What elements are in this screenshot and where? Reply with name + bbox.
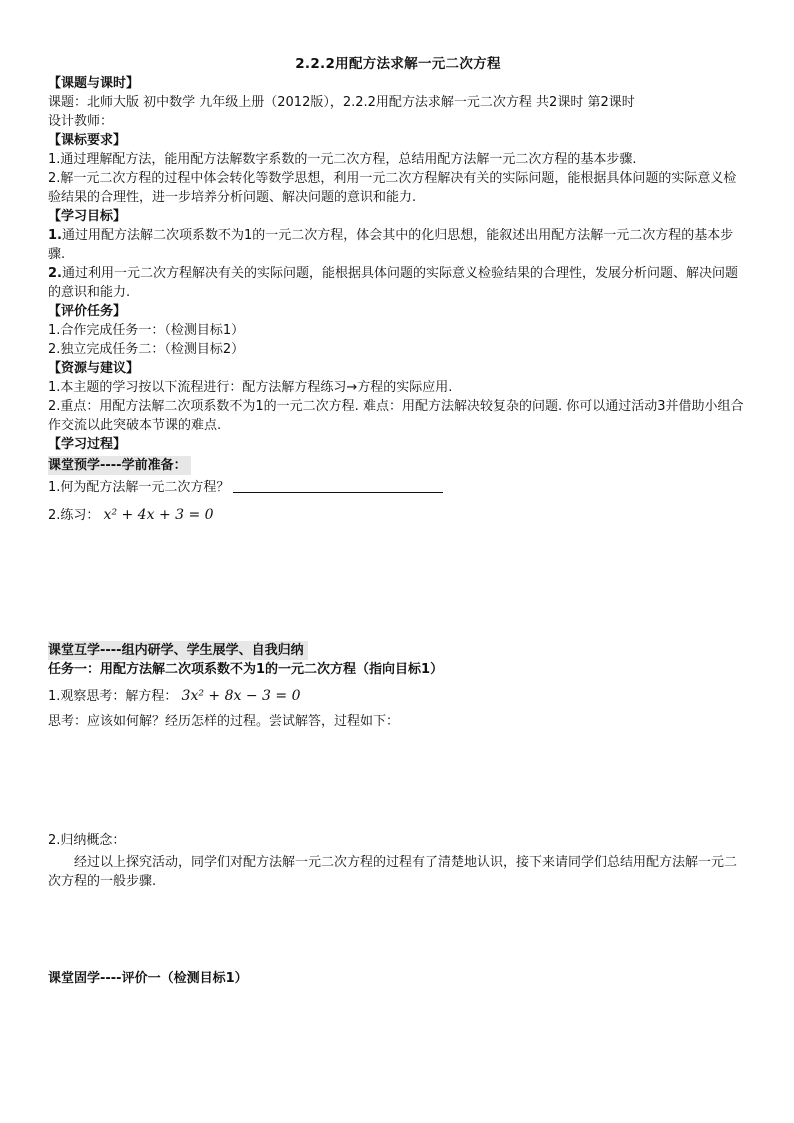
practice-equation: x² + 4x + 3 = 0 (103, 507, 214, 523)
summary-label: 2.归纳概念： (48, 833, 126, 848)
interact-heading-text: 课堂互学----组内研学、学生展学、自我归纳 (48, 641, 308, 660)
answer-space-task (48, 731, 748, 831)
observe-label: 1.观察思考：解方程： (48, 689, 178, 704)
goal-item-1-text: 通过用配方法解二次项系数不为1的一元二次方程，体会其中的化归思想，能叙述出用配方法解一元二次方程的基本步骤. (48, 228, 734, 262)
standard-item-1: 1.通过理解配方法，能用配方法解数字系数的一元二次方程，总结用配方法解一元二次方程的基本步骤. (48, 152, 637, 167)
answer-space-practice (48, 525, 748, 641)
page-title: 2.2.2用配方法求解一元二次方程 (295, 56, 501, 72)
teacher-line: 设计教师： (48, 114, 114, 129)
observe-equation: 3x² + 8x − 3 = 0 (181, 688, 301, 704)
question-2-label: 2.练习： (48, 508, 100, 523)
goal-item-2 (48, 264, 748, 302)
preview-heading-text: 课堂预学----学前准备： (48, 456, 191, 475)
resource-item-2: 2.重点：用配方法解二次项系数不为1的一元二次方程. 难点：用配方法解决较复杂的问题. 你可以通过活动3并借助小组合作交流以此突破本节课的难点. (48, 399, 744, 433)
evaluation-item-2: 2.独立完成任务二：（检测目标2） (48, 342, 245, 357)
answer-blank[interactable] (233, 478, 443, 493)
evaluation-item-1: 1.合作完成任务一：（检测目标1） (48, 323, 245, 338)
section-heading-goals: 【学习目标】 (48, 209, 127, 224)
task-1-heading: 任务一：用配方法解二次项系数不为1的一元二次方程（指向目标1） (48, 662, 444, 677)
goal-item-1-num: 1. (48, 228, 62, 243)
section-heading-course: 【课题与课时】 (48, 76, 140, 91)
question-1-text: 1.何为配方法解一元二次方程？ (48, 480, 230, 495)
section-heading-resources: 【资源与建议】 (48, 361, 140, 376)
summary-text: 经过以上探究活动，同学们对配方法解一元二次方程的过程有了清楚地认识，接下来请同学们总结用配方法解一元二次方程的一般步骤. (48, 855, 738, 889)
observe-line (48, 687, 748, 706)
goal-item-2-num: 2. (48, 266, 62, 281)
section-heading-process: 【学习过程】 (48, 437, 127, 452)
resource-item-1: 1.本主题的学习按以下流程进行：配方法解方程练习→方程的实际应用. (48, 380, 453, 395)
preview-heading (48, 456, 748, 475)
interact-heading (48, 641, 748, 660)
topic-line: 课题：北师大版 初中数学 九年级上册（2012版），2.2.2用配方法求解一元二次方程 共2课时 第2课时 (48, 95, 635, 110)
question-1 (48, 478, 748, 497)
think-line: 思考：应该如何解？经历怎样的过程。尝试解答，过程如下： (48, 714, 400, 729)
standard-item-2: 2.解一元二次方程的过程中体会转化等数学思想，利用一元二次方程解决有关的实际问题，能根据具体问题的实际意义检验结果的合理性，进一步培养分析问题、解决问题的意识和能力. (48, 171, 737, 205)
section-heading-evaluation: 【评价任务】 (48, 304, 127, 319)
goal-item-2-text: 通过利用一元二次方程解决有关的实际问题，能根据具体问题的实际意义检验结果的合理性，发展分析问题、解决问题的意识和能力. (48, 266, 738, 300)
section-heading-standards: 【课标要求】 (48, 133, 127, 148)
consolidate-heading: 课堂固学----评价一（检测目标1） (48, 971, 248, 986)
answer-space-summary (48, 891, 748, 969)
question-2 (48, 506, 748, 525)
document-page (48, 46, 748, 988)
goal-item-1 (48, 226, 748, 264)
